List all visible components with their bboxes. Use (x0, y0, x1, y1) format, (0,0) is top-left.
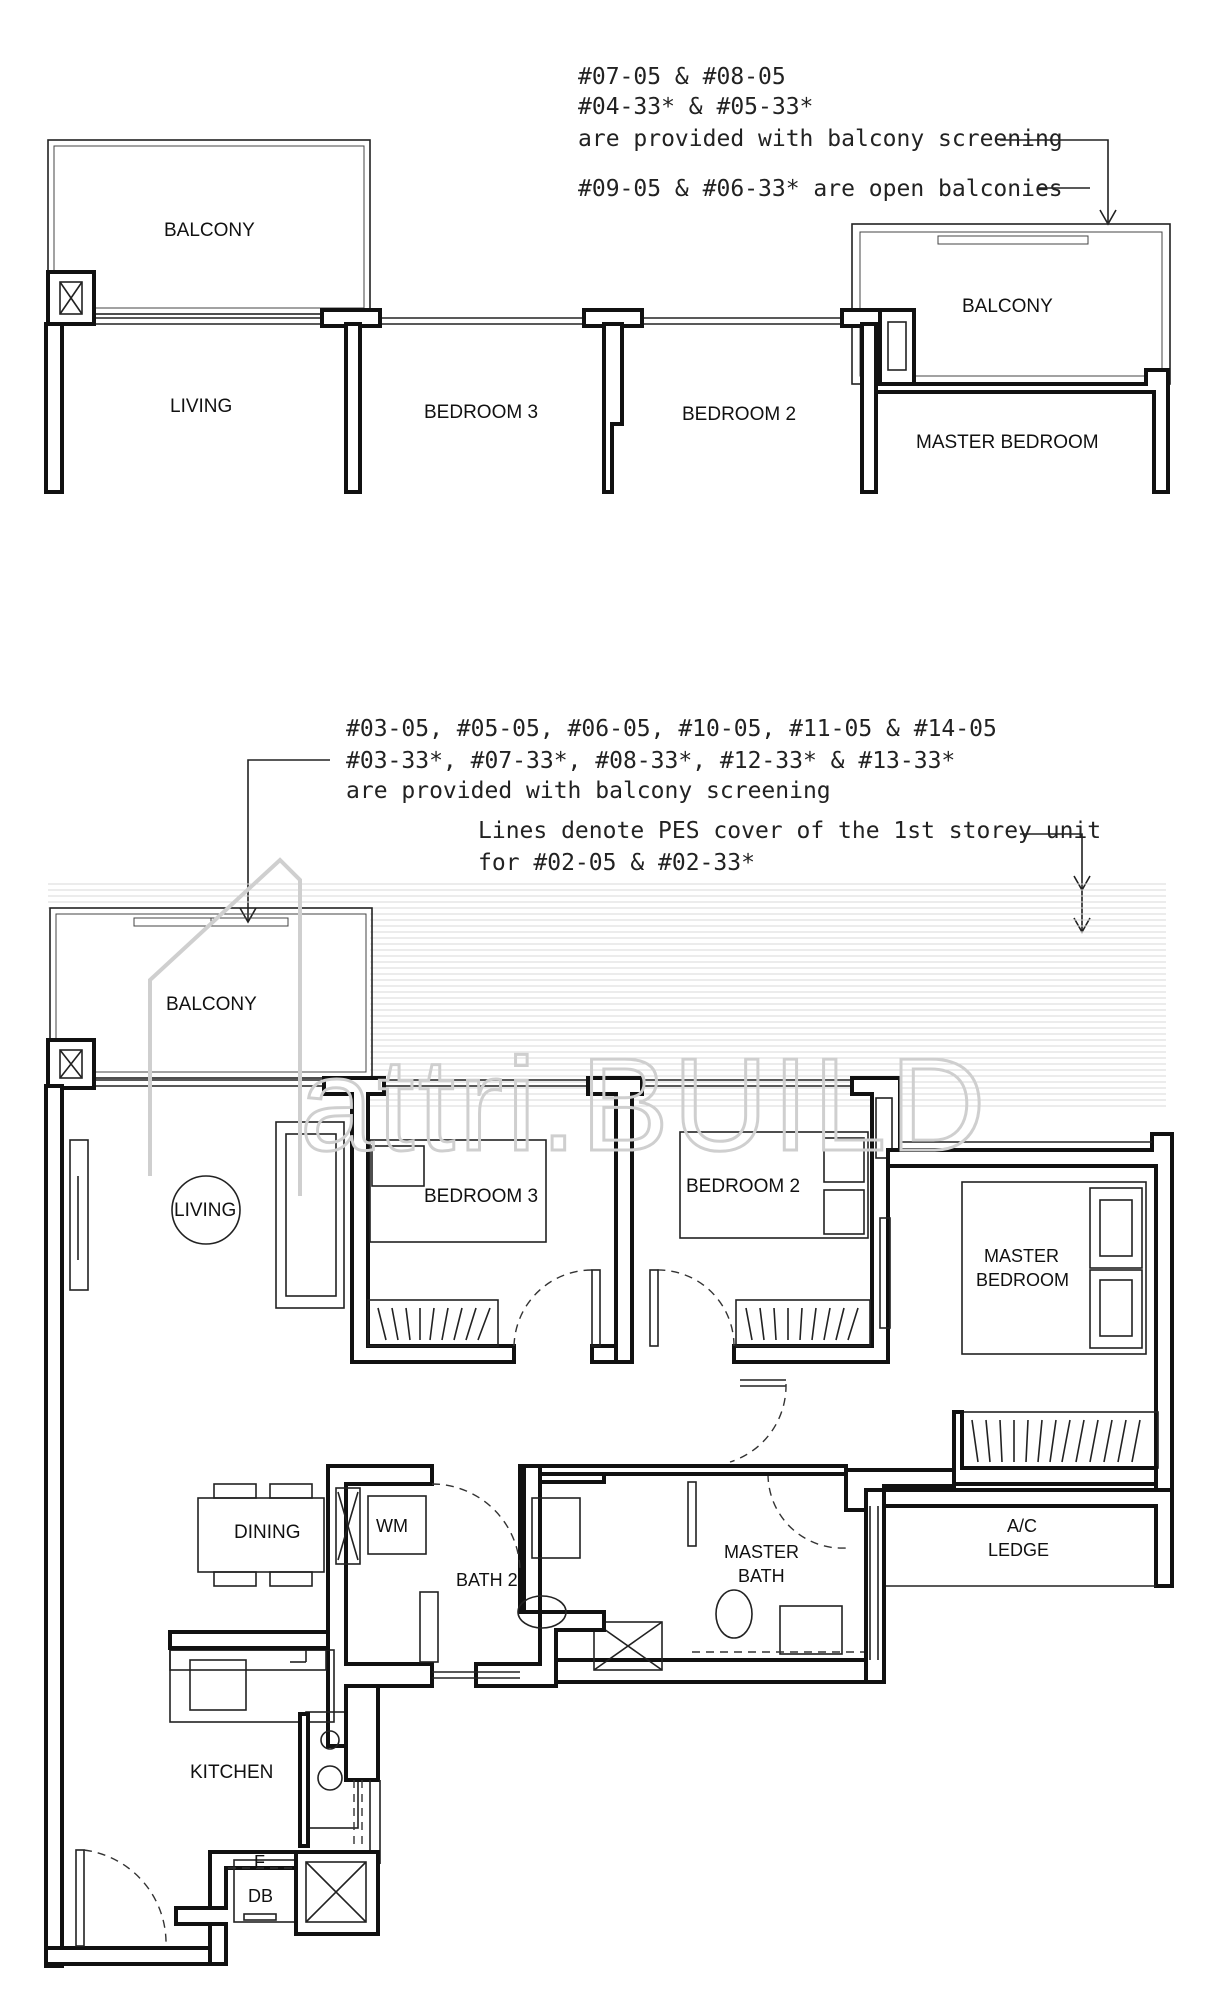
top-bedroom3-label: BEDROOM 3 (424, 402, 539, 423)
master-bath-door-swing (768, 1474, 846, 1548)
fridge-label: F (254, 1852, 265, 1872)
db-box (244, 1914, 276, 1920)
wall-master-bath-top (520, 1466, 846, 1612)
wall-master-bath-right (866, 1490, 884, 1682)
dining-label: DINING (234, 1522, 301, 1543)
master-door-swing (730, 1384, 786, 1462)
top-wall-living-bed3 (346, 324, 360, 492)
bottom-note-line4: Lines denote PES cover of the 1st storey unit (478, 818, 1102, 844)
master-bath-basin (780, 1606, 842, 1654)
bottom-note-line3: are provided with balcony screening (346, 778, 831, 804)
master-bath-label-line1: MASTER (724, 1542, 800, 1562)
kitchen-hob-2 (318, 1766, 342, 1790)
top-bedroom2-label: BEDROOM 2 (682, 404, 797, 425)
bedroom2-label: BEDROOM 2 (686, 1176, 801, 1197)
bedroom3-wardrobe-hangers (378, 1308, 490, 1340)
top-column-5 (880, 310, 914, 384)
wall-kitchen-right (346, 1686, 378, 1780)
db-label: DB (248, 1886, 274, 1906)
bedroom3-door-swing (514, 1270, 592, 1346)
bottom-leader-line-left (248, 760, 330, 922)
top-partial-plan (46, 64, 1170, 492)
bedroom3-door-leaf (592, 1270, 600, 1346)
master-label-line2: BEDROOM (976, 1270, 1070, 1290)
top-note-line4: #09-05 & #06-33* are open balconies (578, 176, 1063, 202)
top-balcony-right-label: BALCONY (962, 296, 1053, 317)
top-wall-bed3-bed2 (604, 324, 622, 492)
wall-bottom-entrance (46, 1948, 214, 1964)
wall-ac-ledge (884, 1490, 1172, 1586)
bath2-label: BATH 2 (456, 1570, 518, 1590)
bottom-note-line1: #03-05, #05-05, #06-05, #10-05, #11-05 & #14-05 (346, 716, 997, 742)
balcony-label: BALCONY (166, 994, 257, 1015)
master-label-line1: MASTER (984, 1246, 1060, 1266)
bottom-note-line5: for #02-05 & #02-33* (478, 850, 755, 876)
top-master-label: MASTER BEDROOM (916, 432, 1099, 453)
dining-chair-3 (214, 1572, 256, 1586)
wall-kitchen-top (170, 1632, 328, 1648)
dining-chair-4 (270, 1572, 312, 1586)
dining-chair-2 (270, 1484, 312, 1498)
watermark-house-icon (150, 860, 300, 1196)
top-wall-master (876, 370, 1168, 492)
top-balcony-left-label: BALCONY (164, 220, 255, 241)
entrance-door-swing (84, 1850, 166, 1946)
top-balcony-screen (938, 236, 1088, 244)
kitchen-sink-counter (170, 1650, 334, 1722)
master-bath-toilet (716, 1590, 752, 1638)
ac-ledge-label-line2: LEDGE (988, 1540, 1050, 1560)
bedroom2-door-leaf (650, 1270, 658, 1346)
bedroom3-label: BEDROOM 3 (424, 1186, 539, 1207)
kitchen-label: KITCHEN (190, 1762, 274, 1783)
wm-label: WM (376, 1516, 408, 1536)
entrance-door-leaf (76, 1850, 84, 1946)
top-living-label: LIVING (170, 396, 233, 417)
top-note-line3: are provided with balcony screening (578, 126, 1063, 152)
master-bath-door-leaf (688, 1482, 696, 1546)
master-wardrobe-hangers (972, 1420, 1140, 1462)
bedroom2-door-swing (656, 1270, 734, 1346)
top-note-line2: #04-33* & #05-33* (578, 94, 814, 120)
bath2-door-swing (432, 1484, 520, 1572)
master-bath-label-line2: BATH (738, 1566, 785, 1586)
bath2-door-leaf (420, 1592, 438, 1662)
bedroom2-wardrobe-hangers (746, 1308, 858, 1340)
kitchen-sink (190, 1660, 246, 1710)
master-pillow-1-inner (1100, 1200, 1132, 1256)
living-label: LIVING (174, 1200, 237, 1221)
kitchen-hob-backwall (300, 1714, 308, 1846)
master-wardrobe (962, 1412, 1158, 1468)
watermark-text: attri.BUILD (300, 1031, 990, 1178)
bottom-note-line2: #03-33*, #07-33*, #08-33*, #12-33* & #13-33* (346, 748, 956, 774)
living-tv-console (70, 1140, 88, 1290)
bottom-full-plan (46, 716, 1172, 1966)
top-note-line1: #07-05 & #08-05 (578, 64, 786, 90)
bedroom2-pillow-2 (824, 1190, 864, 1234)
bottom-leader-line-right (1020, 834, 1082, 932)
wall-left-exterior (46, 1086, 62, 1966)
ac-ledge-label-line1: A/C (1007, 1516, 1038, 1536)
top-wall-bed2-master (862, 324, 876, 492)
dining-chair-1 (214, 1484, 256, 1498)
master-pillow-2-inner (1100, 1280, 1132, 1336)
top-wall-left (46, 324, 62, 492)
bedroom2-wardrobe (736, 1300, 870, 1346)
